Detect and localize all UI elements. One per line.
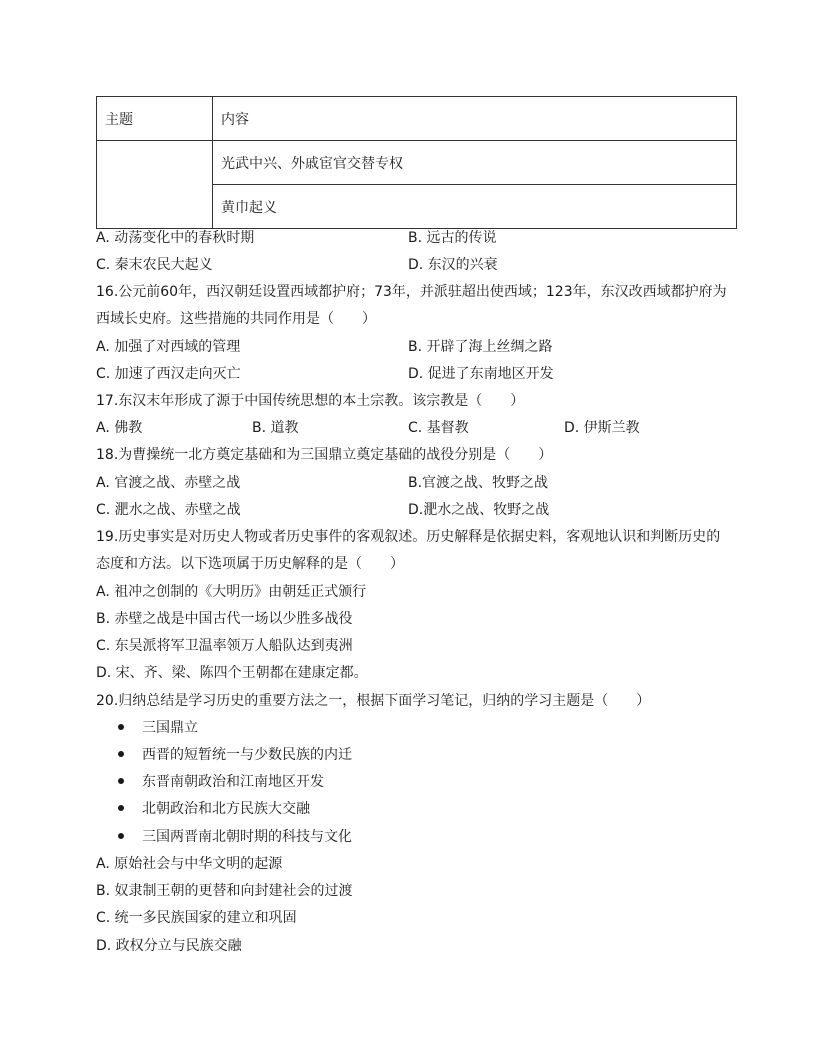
q17-option-a: A. 佛教 <box>96 420 143 436</box>
q16-option-c: C. 加速了西汉走向灭亡 <box>96 366 241 382</box>
q15-option-b: B. 远古的传说 <box>408 230 497 246</box>
table-header-topic: 主题 <box>97 97 213 141</box>
bullet-icon <box>118 778 124 784</box>
q20-note-item <box>118 718 198 738</box>
q20-note-text: 三国鼎立 <box>142 720 198 736</box>
q20-note-item <box>118 799 310 819</box>
q15-option-a: A. 动荡变化中的春秋时期 <box>96 230 255 246</box>
q20-option-d: D. 政权分立与民族交融 <box>96 938 242 954</box>
bullet-icon <box>118 805 124 811</box>
q19-option-d: D. 宋、齐、梁、陈四个王朝都在建康定都。 <box>96 665 368 681</box>
table-cell: 光武中兴、外戚宦官交替专权 <box>213 141 737 185</box>
q20-option-a: A. 原始社会与中华文明的起源 <box>96 856 283 872</box>
q18-option-c: C. 淝水之战、赤壁之战 <box>96 502 241 518</box>
q19-option-a: A. 祖冲之创制的《大明历》由朝廷正式颁行 <box>96 584 367 600</box>
q20-note-text: 北朝政治和北方民族大交融 <box>142 801 310 817</box>
table-row <box>97 141 737 185</box>
q16-option-d: D. 促进了东南地区开发 <box>408 366 554 382</box>
table-header-row <box>97 97 737 141</box>
q17-option-c: C. 基督教 <box>408 420 469 436</box>
q19-option-b: B. 赤壁之战是中国古代一场以少胜多战役 <box>96 611 353 627</box>
q20-stem: 20.归纳总结是学习历史的重要方法之一，根据下面学习笔记，归纳的学习主题是（ ） <box>96 693 651 709</box>
q18-option-a: A. 官渡之战、赤壁之战 <box>96 475 241 491</box>
q20-note-item <box>118 772 324 792</box>
q15-option-c: C. 秦末农民大起义 <box>96 257 213 273</box>
bullet-icon <box>118 724 124 730</box>
q16-option-a: A. 加强了对西域的管理 <box>96 339 241 355</box>
q19-stem-line2: 态度和方法。以下选项属于历史解释的是（ ） <box>96 556 404 572</box>
table-cell: 黄巾起义 <box>213 185 737 229</box>
q17-stem: 17.东汉末年形成了源于中国传统思想的本土宗教。该宗教是（ ） <box>96 393 525 409</box>
q20-option-c: C. 统一多民族国家的建立和巩固 <box>96 910 297 926</box>
table-topic-blank-cell <box>97 141 213 229</box>
q15-option-d: D. 东汉的兴衰 <box>408 257 498 273</box>
q20-note-item <box>118 745 352 765</box>
q18-option-b: B.官渡之战、牧野之战 <box>408 475 549 491</box>
q16-option-b: B. 开辟了海上丝绸之路 <box>408 339 553 355</box>
table-header-content: 内容 <box>213 97 737 141</box>
q19-stem-line1: 19.历史事实是对历史人物或者历史事件的客观叙述。历史解释是依据史料，客观地认识和判断历史的 <box>96 529 721 545</box>
q16-stem-line1: 16.公元前60年，西汉朝廷设置西域都护府；73年，并派驻超出使西域；123年，东汉改西域都护府为 <box>96 284 727 300</box>
q20-note-item <box>118 827 352 847</box>
q17-option-b: B. 道教 <box>252 420 299 436</box>
q20-note-text: 东晋南朝政治和江南地区开发 <box>142 774 324 790</box>
topic-content-table <box>96 96 737 229</box>
bullet-icon <box>118 833 124 839</box>
q20-option-b: B. 奴隶制王朝的更替和向封建社会的过渡 <box>96 883 353 899</box>
q16-stem-line2: 西域长史府。这些措施的共同作用是（ ） <box>96 311 376 327</box>
q18-option-d: D.淝水之战、牧野之战 <box>408 502 550 518</box>
q18-stem: 18.为曹操统一北方奠定基础和为三国鼎立奠定基础的战役分别是（ ） <box>96 447 553 463</box>
bullet-icon <box>118 751 124 757</box>
q20-note-text: 西晋的短暂统一与少数民族的内迁 <box>142 747 352 763</box>
q20-note-text: 三国两晋南北朝时期的科技与文化 <box>142 829 352 845</box>
q19-option-c: C. 东吴派将军卫温率领万人船队达到夷洲 <box>96 638 353 654</box>
q17-option-d: D. 伊斯兰教 <box>564 420 640 436</box>
